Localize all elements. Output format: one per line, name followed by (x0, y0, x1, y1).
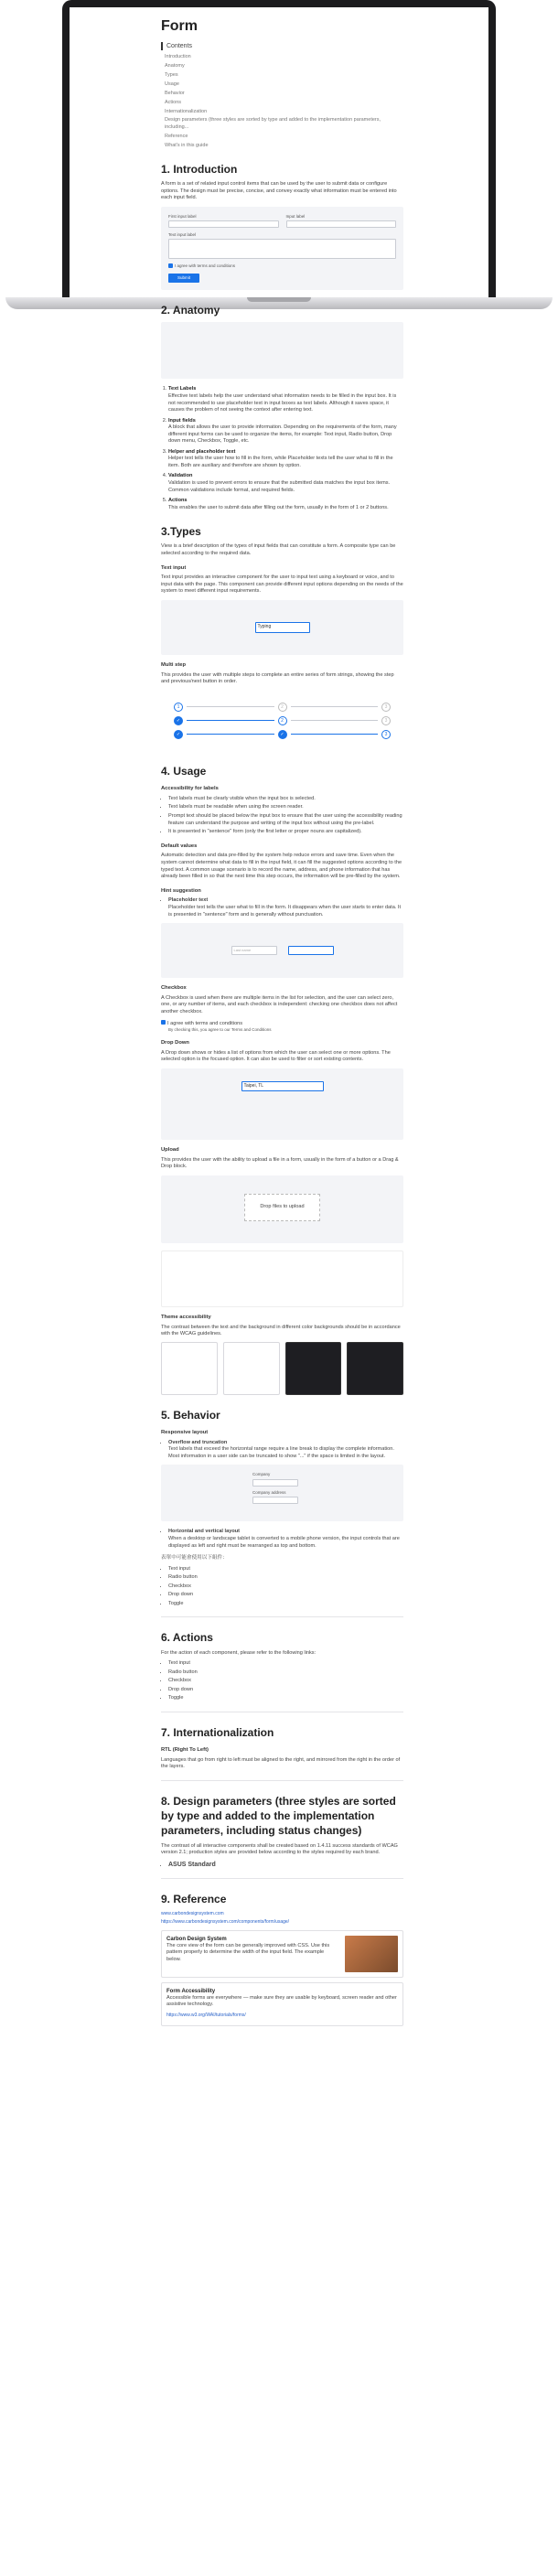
action-link[interactable]: • Checkbox (168, 1678, 403, 1685)
submit-button[interactable]: Submit (168, 274, 199, 283)
textarea[interactable] (168, 239, 396, 259)
actions-list (168, 1660, 403, 1702)
toc-link[interactable]: Reference (165, 133, 188, 139)
list-item: • It is presented in "sentence" form (only the first letter or proper nouns are capitalized). (168, 829, 403, 836)
placeholder-demo (161, 923, 403, 978)
document (161, 16, 403, 2031)
dropdown-heading: Drop Down (161, 1040, 189, 1046)
toc-link[interactable]: Introduction (165, 54, 191, 60)
accessibility-list (168, 796, 403, 836)
intro-heading: 1. Introduction (161, 163, 238, 177)
list-item: 3. Helper and placeholder text Helper text tells the user how to fill in the form, while Placeholder texts tell the user what to fill in the item. Both are auxiliary and therefore are shown by option. (168, 449, 403, 470)
company-label: Company (252, 1472, 271, 1477)
card-title: Carbon Design System (166, 1936, 227, 1942)
list-item: 4. Validation Validation is used to prevent errors to ensure that the submitted data matches the input box items. Common validations include format, and required fields. (168, 473, 403, 494)
accessibility-heading: Accessibility for labels (161, 786, 219, 792)
text-input-heading: Text input (161, 564, 187, 571)
checkbox-heading: Checkbox (161, 985, 187, 992)
light-theme-card (161, 1342, 218, 1395)
dropdown-desc: A Drop down shows or hides a list of options from which the user can select one or more options. The selected option is the focused option. It can also be used to filter or sort existing contents. (161, 1049, 391, 1063)
dark-theme-card (285, 1342, 342, 1395)
card-title: Form Accessibility (166, 1988, 216, 1994)
toc-link[interactable]: Types (165, 71, 178, 78)
checkbox[interactable] (168, 263, 173, 268)
checkbox[interactable] (161, 1020, 166, 1025)
stepper-demo: 1 2 3 ✓ 2 3 ✓ ✓ 3 (161, 691, 403, 751)
list-item: 1. Text Labels Effective text labels help the user understand what information needs to be filled in the input box. It is not recommended to use placeholder text in input boxes as text labels. Although it saves space, it causes the problem of not seeing the context after entering text. (168, 386, 403, 413)
brand-item: • ASUS Standard (168, 1861, 403, 1870)
company-input[interactable] (252, 1479, 298, 1487)
components-list (168, 1566, 403, 1608)
toc-link[interactable]: Actions (165, 99, 182, 105)
reference-heading: 9. Reference (161, 1893, 227, 1906)
text-input[interactable] (286, 220, 397, 228)
list-item: • Prompt text should be placed below the input box to ensure that the user using the accessibility reading feature can understand the purpose and writing of the input box without using the pre-label. (168, 813, 403, 827)
field-label: First input label (168, 214, 197, 219)
terms-label: I agree with terms and conditions (167, 1020, 243, 1026)
rtl-desc: Languages that go from right to left must be aligned to the right, and mirrored from the right in the order of the layers. (161, 1756, 401, 1770)
card-url[interactable]: https://www.w3.org/WAI/tutorials/forms/ (166, 2012, 246, 2019)
card-text: Accessible forms are everywhere — make sure they are usable by keyboard, screen reader and other assistive technology. (166, 1994, 397, 2008)
theme-heading: Theme accessibility (161, 1314, 211, 1320)
list-item: 5. Actions This enables the user to submit data after filling out the form, usually in the form of 1 or 2 buttons. (168, 498, 403, 511)
typing-input[interactable]: Typing (255, 622, 310, 633)
action-link[interactable]: • Radio button (168, 1669, 403, 1677)
terms-sub: By checking this, you agree to our Terms and Conditions (168, 1027, 272, 1033)
behavior-list-2 (168, 1529, 403, 1550)
actions-heading: 6. Actions (161, 1631, 213, 1645)
brand-list (168, 1861, 403, 1870)
toc-title: Contents (161, 42, 403, 50)
hint-heading: Hint suggestion (161, 887, 201, 894)
list-item: • Horizontal and vertical layout When a desktop or landscape tablet is converted to a mobile phone version, the input controls that are displayed as left and right must be rearranged as top and bottom. (168, 1529, 403, 1550)
default-heading: Default values (161, 843, 198, 849)
responsive-heading: Responsive layout (161, 1430, 209, 1436)
actions-text: For the action of each component, please refer to the following links: (161, 1649, 317, 1656)
behavior-list (168, 1440, 403, 1461)
action-link[interactable]: • Drop down (168, 1687, 403, 1694)
multi-step-heading: Multi step (161, 661, 187, 668)
list-item: 2. Input fields A block that allows the user to provide information. Depending on the requirements of the form, many different input forms can be used to organize the items, for example: Text input, Radio button, Drop down menu, Checkbox, Toggle, etc. (168, 418, 403, 445)
company-address-input[interactable] (252, 1497, 298, 1504)
reference-link[interactable]: www.carbondesignsystem.com (161, 1911, 224, 1917)
reference-link[interactable]: https://www.carbondesignsystem.com/components/form/usage/ (161, 1919, 290, 1926)
i18n-heading: 7. Internationalization (161, 1725, 274, 1739)
light-theme-card (223, 1342, 280, 1395)
theme-cards (161, 1342, 403, 1395)
list-item: • Placeholder text Placeholder text tells the user what to fill in the form. It disappears when the user starts to enter data. It is presented in "sentence" form and is generally without punctuation. (168, 897, 403, 918)
toc-link[interactable]: Usage (165, 80, 179, 87)
dark-theme-card (347, 1342, 403, 1395)
list-item: • Overflow and truncation Text labels that exceed the horizontal range require a line break to display the complete information. Most information in a user side can be truncated to show "..." if the space is limited in the layout. (168, 1440, 403, 1461)
focused-input[interactable] (288, 946, 334, 955)
city-select[interactable]: Taipei, TL (241, 1081, 324, 1091)
field-label: Text input label (168, 232, 197, 238)
toc-link[interactable]: What's in this guide (165, 142, 209, 148)
action-link[interactable]: • Toggle (168, 1695, 403, 1702)
form-demo (161, 207, 403, 290)
usage-heading: 4. Usage (161, 764, 207, 778)
anatomy-list (168, 386, 403, 511)
list-item: • Text labels must be clearly visible when the input box is selected. (168, 796, 403, 803)
last-name-input[interactable]: Last name (231, 946, 277, 955)
types-heading: 3.Types (161, 525, 201, 539)
anatomy-diagram (161, 322, 403, 379)
list-item: • Drop down (168, 1592, 403, 1599)
multi-step-desc: This provides the user with multiple steps to complete an entire series of form strings, showing the step and previous/next button in order. (161, 671, 394, 685)
text-input-desc: Text input provides an interactive component for the user to input text using a keyboard or voice, and to input data with the page. This component can provide different input options depending on the needs of the system to meet different input requirements. (161, 574, 403, 595)
theme-desc: The contrast between the text and the background in different color backgrounds should be in accordance with the WCAG guidelines. (161, 1324, 401, 1337)
page-title: Form (161, 18, 198, 34)
action-link[interactable]: • Text input (168, 1660, 403, 1668)
reference-card[interactable] (161, 1930, 403, 1978)
list-item: • Radio button (168, 1574, 403, 1582)
list-item: • Text labels must be readable when using the screen reader. (168, 804, 403, 811)
hint-list (168, 897, 403, 918)
company-demo (161, 1465, 403, 1521)
field-label: Input label (285, 214, 306, 219)
default-desc: Automatic detection and data pre-filled by the system help reduce errors and save time. Even when the system cannot determine what data to fill in the input field, it can fill the suggested options according to the typed text. A common usage scenario is to record the name, address, and phone information that has already been filled in so that the next time this step occurs, the information will be pre-filled by the system. (161, 853, 402, 880)
rtl-heading: RTL (Right To Left) (161, 1747, 209, 1754)
design-text: The contrast of all interactive components shall be created based on 1.4.11 success standards of WCAG version 2.1; production styles are provided below according to the styles required by each brand. (161, 1842, 398, 1856)
toc-link[interactable]: Internationalization (165, 108, 208, 114)
drop-zone[interactable]: Drop files to upload (244, 1194, 319, 1221)
upload-desc: This provides the user with the ability to upload a file in a form, usually in the form of a button or a Drag & Drop block. (161, 1156, 399, 1170)
behavior-heading: 5. Behavior (161, 1408, 220, 1422)
toc-link[interactable]: Anatomy (165, 62, 185, 69)
upload-heading: Upload (161, 1147, 179, 1154)
intro-text: A form is a set of related input control items that can be used by the user to submit data or configure options. The design must be precise, concise, and convey exactly what information must be entered into each input field. (161, 181, 397, 201)
components-title: 表單中可能會使用以下組件： (161, 1555, 228, 1562)
upload-demo (161, 1175, 403, 1243)
table-of-contents (161, 54, 403, 149)
card-text: The core view of the form can be generally improved with CSS. Use this pattern properly to determine the width of the input field. The example below. (166, 1942, 330, 1963)
toc-link[interactable]: Behavior (165, 90, 185, 96)
list-item: • Toggle (168, 1601, 403, 1608)
checkbox-desc: A Checkbox is used when there are multiple items in the list for selection, and the user can select zero, one, or any number of items, and each checkbox is independent: checking one checkbox does not affect another checkbox. (161, 994, 398, 1014)
list-item: • Text input (168, 1566, 403, 1573)
text-input[interactable] (168, 220, 279, 228)
anatomy-heading: 2. Anatomy (161, 304, 220, 317)
types-text: View is a brief description of the types of input fields that can constitute a form. A composite type can be selected according to the required data. (161, 543, 396, 556)
toc-link[interactable]: Design parameters (three styles are sorted by type and added to the implementation parameters, including... (165, 117, 381, 130)
layout-demo (161, 1250, 403, 1307)
card-thumbnail (345, 1936, 398, 1972)
typing-demo (161, 600, 403, 655)
company-address-label: Company address (252, 1489, 286, 1495)
checkbox-label: I agree with terms and conditions (175, 263, 236, 269)
list-item: • Checkbox (168, 1583, 403, 1591)
reference-card[interactable] (161, 1982, 403, 2026)
dropdown-demo (161, 1068, 403, 1140)
design-heading: 8. Design parameters (three styles are sorted by type and added to the implementation parameters, including status changes) (161, 1794, 396, 1838)
